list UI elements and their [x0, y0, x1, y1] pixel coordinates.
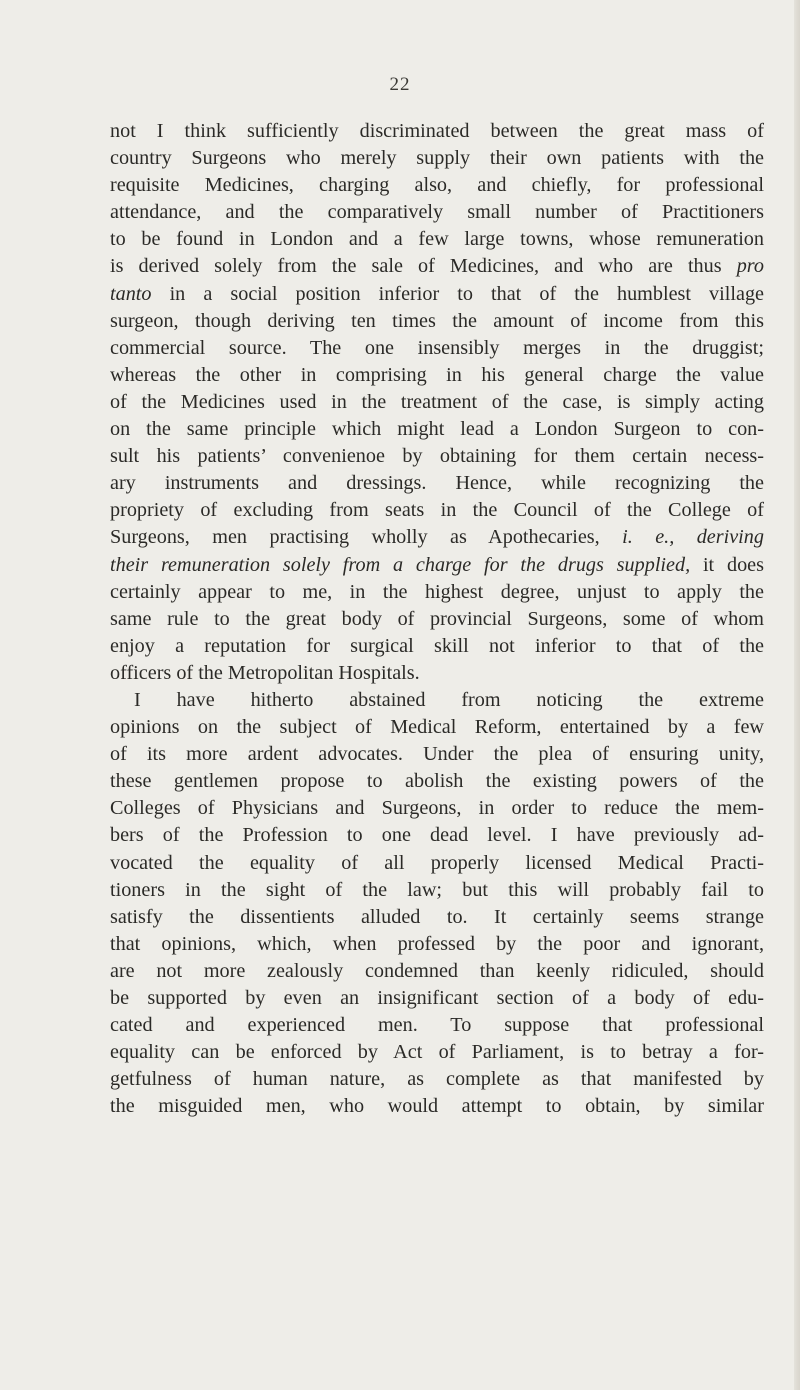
text-line — [110, 1093, 764, 1120]
text-line — [110, 958, 764, 985]
text-segment: it does — [690, 553, 764, 576]
text-line — [110, 226, 764, 253]
text-line — [110, 579, 764, 606]
text-segment: on the same principle which might lead a London Surgeon to con- — [110, 418, 764, 441]
text-line — [110, 687, 764, 714]
text-line — [110, 795, 764, 822]
italic-text: their remuneration solely from a charge for the drugs supplied, — [110, 553, 691, 576]
text-segment: bers of the Profession to one dead level. I have previously ad- — [110, 824, 764, 847]
text-segment: Colleges of Physicians and Surgeons, in order to reduce the mem- — [110, 797, 764, 820]
text-line — [110, 470, 764, 497]
text-segment: country Surgeons who merely supply their own patients with the — [110, 147, 764, 170]
text-line — [110, 281, 764, 308]
text-segment: not I think sufficiently discriminated between the great mass of — [110, 120, 764, 142]
text-line — [110, 389, 764, 416]
text-segment: commercial source. The one insensibly merges in the druggist; — [110, 336, 764, 359]
italic-text: i. e., deriving — [622, 526, 764, 549]
text-segment: of its more ardent advocates. Under the plea of ensuring unity, — [110, 743, 764, 766]
text-segment: I have hitherto abstained from noticing the extreme — [134, 688, 764, 711]
text-line — [110, 714, 764, 741]
italic-text: pro — [736, 255, 764, 278]
text-segment: of the Medicines used in the treatment of the case, is simply acting — [110, 390, 764, 413]
text-line — [110, 985, 764, 1012]
text-segment: getfulness of human nature, as complete as that manifested by — [110, 1068, 764, 1091]
text-segment: same rule to the great body of provincial Surgeons, some of whom — [110, 607, 764, 630]
text-line — [110, 606, 764, 633]
text-segment: to be found in London and a few large towns, whose remuneration — [110, 228, 764, 251]
text-line — [110, 362, 764, 389]
text-segment: surgeon, though deriving ten times the amount of income from this — [110, 309, 764, 332]
text-line — [110, 443, 764, 470]
text-segment: tioners in the sight of the law; but this will probably fail to — [110, 878, 764, 901]
text-segment: Surgeons, men practising wholly as Apothecaries, — [110, 526, 623, 549]
text-segment: certainly appear to me, in the highest degree, unjust to apply the — [110, 580, 764, 603]
text-segment: officers of the Metropolitan Hospitals. — [110, 661, 420, 684]
text-segment: requisite Medicines, charging also, and chiefly, for professional — [110, 174, 764, 197]
text-line — [110, 904, 764, 931]
text-line — [110, 524, 764, 551]
text-segment: are not more zealously condemned than keenly ridiculed, should — [110, 959, 764, 982]
text-line — [110, 931, 764, 958]
text-line — [110, 118, 764, 145]
text-segment: is derived solely from the sale of Medicines, and who are thus — [110, 255, 737, 278]
text-line — [110, 253, 764, 280]
text-line — [110, 1066, 764, 1093]
text-line — [110, 633, 764, 660]
text-line — [110, 308, 764, 335]
text-segment: be supported by even an insignificant section of a body of edu- — [110, 987, 764, 1009]
text-line — [110, 199, 764, 226]
text-segment: these gentlemen propose to abolish the existing powers of the — [110, 770, 764, 793]
text-segment: cated and experienced men. To suppose that professional — [110, 1014, 764, 1037]
text-line — [110, 416, 764, 443]
text-segment: propriety of excluding from seats in the Council of the College of — [110, 499, 764, 522]
text-line — [110, 768, 764, 795]
body-text — [110, 118, 764, 1120]
text-segment: the misguided men, who would attempt to obtain, by similar — [110, 1095, 764, 1118]
text-line — [110, 335, 764, 362]
text-line — [110, 1039, 764, 1066]
italic-text: tanto — [110, 282, 152, 305]
text-segment: equality can be enforced by Act of Parliament, is to betray a for- — [110, 1041, 764, 1064]
text-line — [110, 1012, 764, 1039]
text-line — [110, 850, 764, 877]
text-line — [110, 741, 764, 768]
text-segment: sult his patients’ convenienoe by obtaining for them certain necess- — [110, 445, 764, 468]
text-segment: attendance, and the comparatively small number of Practitioners — [110, 201, 764, 224]
text-segment: satisfy the dissentients alluded to. It certainly seems strange — [110, 905, 764, 928]
page-edge — [794, 0, 800, 1390]
text-segment: vocated the equality of all properly licensed Medical Practi- — [110, 851, 764, 874]
text-line — [110, 552, 764, 579]
text-segment: ary instruments and dressings. Hence, while recognizing the — [110, 472, 764, 495]
text-line — [110, 822, 764, 849]
text-segment: whereas the other in comprising in his general charge the value — [110, 363, 764, 386]
text-segment: in a social position inferior to that of the humblest village — [151, 282, 764, 305]
text-segment: opinions on the subject of Medical Reform, entertained by a few — [110, 716, 764, 739]
text-line — [110, 145, 764, 172]
text-segment: enjoy a reputation for surgical skill not inferior to that of the — [110, 634, 764, 657]
text-line — [110, 877, 764, 904]
text-line — [110, 172, 764, 199]
text-segment: that opinions, which, when professed by the poor and ignorant, — [110, 932, 764, 955]
text-line — [110, 497, 764, 524]
text-line — [110, 660, 764, 687]
page-number: 22 — [389, 74, 411, 95]
